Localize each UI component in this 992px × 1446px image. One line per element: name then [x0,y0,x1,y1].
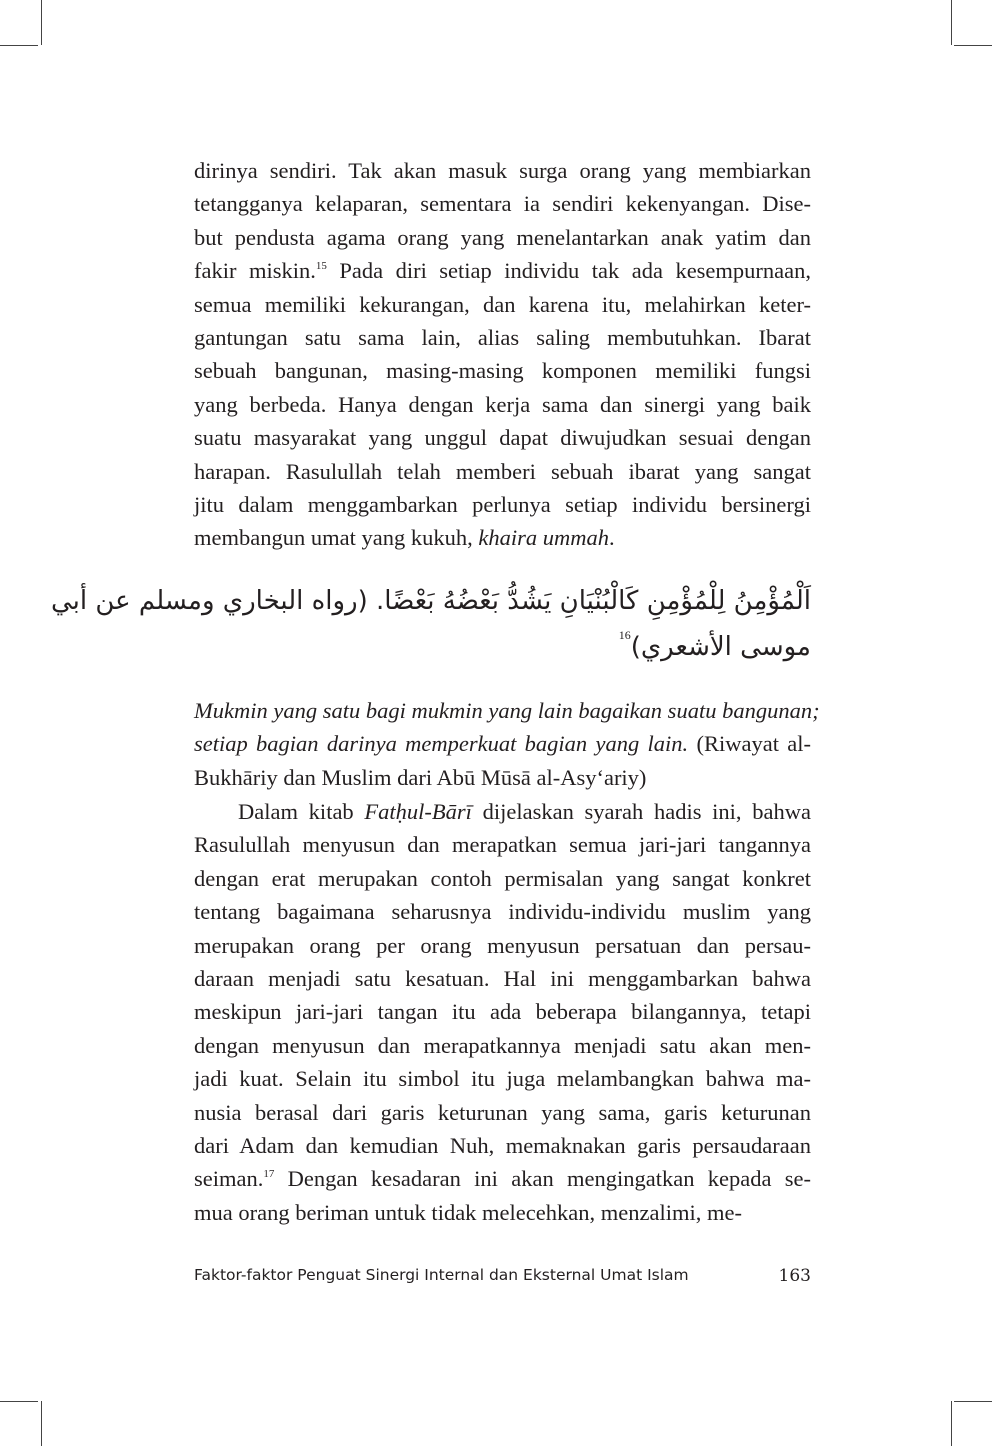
text-segment: (Riwayat al- [688,731,811,757]
text-segment: mua orang beriman untuk tidak melecehkan, menzalimi, me- [194,1199,742,1225]
hadith-arabic-line-2 [194,624,811,670]
text-segment: dirinya sendiri. Tak akan masuk surga orang yang membiarkan [194,158,811,183]
text-segment: khaira ummah [478,525,609,551]
text-segment: tentang bagaimana seharusnya individu-individu muslim yang [194,899,811,925]
footnote-ref-16: 16 [618,628,631,642]
crop-mark [0,45,38,46]
text-segment: yang berbeda. Hanya dengan kerja sama dan sinergi yang baik [194,391,811,417]
text-line [194,221,811,254]
text-line [194,455,811,488]
text-segment: meskipun jari-jari tangan itu ada beberapa bilangannya, tetapi [194,999,811,1025]
text-segment: membangun umat yang kukuh, [194,525,479,551]
text-segment: Mukmin yang satu bagi mukmin yang lain bagaikan suatu bangunan; [194,698,820,723]
text-line [194,929,811,962]
text-segment: tetangganya kelaparan, sementara ia sendiri kekenyangan. Dise- [194,191,811,217]
text-segment: setiap bagian darinya memperkuat bagian yang lain. [194,731,689,757]
footnote-ref: 15 [315,260,327,273]
crop-mark [954,45,992,46]
text-segment: dengan menyusun dan merapatkannya menjadi satu akan men- [194,1032,811,1058]
text-line [194,761,811,794]
text-segment: daraan menjadi satu kesatuan. Hal ini menggambarkan bahwa [194,965,811,991]
text-line [194,187,811,220]
text-line [194,288,811,321]
paragraph-1 [194,154,811,555]
text-line [194,388,811,421]
text-segment: harapan. Rasulullah telah memberi sebuah ibarat yang sangat [194,458,811,484]
text-segment: sebuah bangunan, masing-masing komponen memiliki fungsi [194,358,811,384]
text-line [194,321,811,354]
footnote-ref: 17 [263,1168,275,1181]
text-line [194,995,811,1028]
text-line [194,962,811,995]
text-line [194,154,811,187]
text-line [194,1029,811,1062]
crop-mark [41,0,42,45]
text-line [194,795,811,828]
text-line [194,1162,811,1195]
text-line [194,488,811,521]
text-segment: jitu dalam menggambarkan perlunya setiap individu bersinergi [194,491,811,517]
text-line [194,727,811,760]
text-segment: gantungan satu sama lain, alias saling membutuhkan. Ibarat [194,324,811,350]
text-line [194,354,811,387]
text-segment: semua memiliki kekurangan, dan karena itu, melahirkan keter- [194,291,811,317]
text-line [194,895,811,928]
text-segment: fakir miskin. [194,258,316,284]
text-segment: Bukhāriy dan Muslim dari Abū Mūsā al-Asy‘ariy) [194,764,647,790]
text-segment: merupakan orang per orang menyusun persatuan dan persau- [194,932,811,958]
text-segment: . [608,525,615,551]
text-line [194,828,811,861]
text-line [194,1062,811,1095]
text-line [194,1129,811,1162]
paragraph-2 [194,795,811,1229]
crop-mark [951,0,952,45]
text-segment: dengan erat merupakan contoh permisalan yang sangat konkret [194,865,811,891]
text-segment: seiman. [194,1166,264,1192]
text-line [194,694,820,727]
text-line [194,521,811,554]
hadith-arabic-line-1: اَلْمُؤْمِنُ لِلْمُؤْمِنِ كَالْبُنْيَانِ يَشُدُّ بَعْضُهُ بَعْضًا. (رواه البخاري ومسلم عن أبي [50,586,811,616]
page-footer [194,1266,811,1286]
text-segment: but pendusta agama orang yang menelantarkan anak yatim dan [194,224,811,250]
text-segment: suatu masyarakat yang unggul dapat diwujudkan sesuai dengan [194,425,811,451]
hadith-translation [194,694,820,794]
text-segment: dijelaskan syarah hadis ini, bahwa [471,799,811,824]
crop-mark [0,1401,38,1402]
text-line [194,421,811,454]
text-line [194,862,811,895]
text-segment: Pada diri setiap individu tak ada kesempurnaan, [326,258,812,284]
crop-mark [41,1401,42,1446]
text-segment: Fatḥul-Bārī [364,799,472,824]
crop-mark [951,1401,952,1446]
text-segment: dari Adam dan kemudian Nuh, memaknakan garis persaudaraan [194,1132,811,1158]
text-line [194,1096,811,1129]
running-title: Faktor-faktor Penguat Sinergi Internal dan Eksternal Umat Islam [194,1266,689,1284]
hadith-arabic-line-2-text: موسى الأشعري) [630,632,811,662]
text-segment: jadi kuat. Selain itu simbol itu juga melambangkan bahwa ma- [194,1066,811,1092]
text-segment: Dengan kesadaran ini akan mengingatkan kepada se- [274,1166,811,1192]
text-line [194,254,811,287]
crop-mark [954,1401,992,1402]
text-segment: Rasulullah menyusun dan merapatkan semua jari-jari tangannya [194,832,811,858]
page-number: 163 [778,1266,811,1286]
hadith-arabic [50,578,811,670]
text-segment: Dalam kitab [238,799,365,824]
text-line [194,1196,811,1229]
text-segment: nusia berasal dari garis keturunan yang sama, garis keturunan [194,1099,811,1125]
